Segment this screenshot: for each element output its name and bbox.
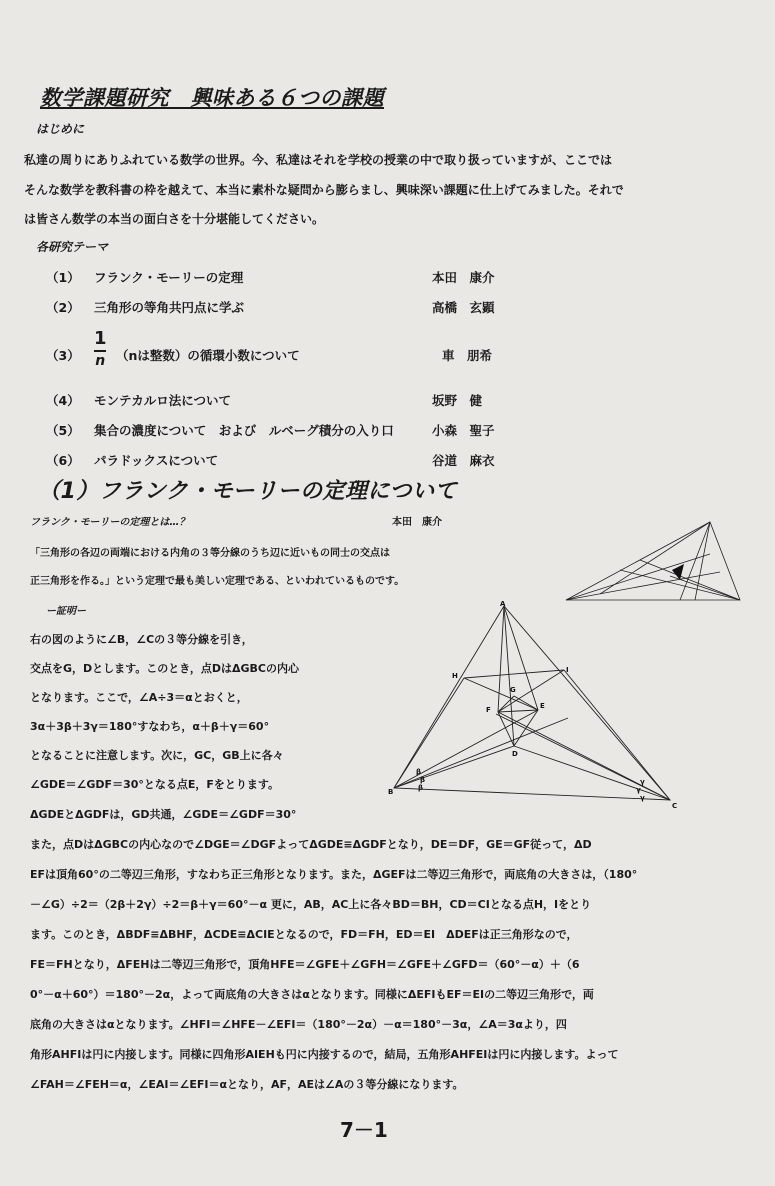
morley-proof-diagram	[388, 598, 688, 810]
theme-title-6: パラドックスについて	[94, 453, 219, 468]
theorem-line-1: 「三角形の各辺の両端における内角の３等分線のうち辺に近いもの同士の交点は	[30, 548, 390, 559]
theorem-line-2: 正三角形を作る。」という定理で最も美しい定理である、といわれているものです。	[30, 576, 405, 587]
fraction-bar	[94, 350, 106, 352]
intro-line-1: 私達の周りにありふれている数学の世界。今、私達はそれを学校の授業の中で取り扱っていますが、ここでは	[24, 153, 613, 167]
angle-gamma-2: γ	[636, 786, 641, 794]
fraction-one-over-n	[94, 330, 107, 368]
proof-line-3: となります。ここで，∠A÷3＝αとおくと，	[30, 691, 248, 704]
body-line-7: 底角の大きさはαとなります。∠HFI＝∠HFE－∠EFI＝（180°－2α）－α＝180°－3α，∠A＝3αより，四	[30, 1018, 567, 1031]
section-author: 本田 康介	[392, 517, 442, 528]
intro-heading: はじめに	[36, 122, 85, 136]
proof-line-4: 3α＋3β＋3γ＝180°すなわち，α＋β＋γ＝60°	[30, 720, 270, 733]
label-C: C	[672, 802, 678, 810]
theme-author-4: 坂野 健	[432, 393, 483, 408]
theme-num-2: （2）	[46, 300, 80, 315]
angle-beta-1: β	[416, 768, 422, 776]
theme-num-4: （4）	[46, 393, 80, 408]
small-outer-triangle	[566, 522, 740, 600]
section-title: （1）フランク・モーリーの定理について	[38, 479, 458, 504]
theme-title-4: モンテカルロ法について	[94, 393, 232, 408]
fraction-numerator: 1	[94, 328, 107, 349]
label-G: G	[510, 686, 516, 694]
theme-author-6: 谷道 麻衣	[432, 453, 495, 468]
theme-title-3: （nは整数）の循環小数について	[116, 348, 300, 363]
theme-num-5: （5）	[46, 423, 80, 438]
label-D: D	[512, 750, 518, 758]
proof-line-1: 右の図のように∠B，∠Cの３等分線を引き，	[30, 633, 253, 646]
body-line-8: 角形AHFIは円に内接します。同様に四角形AIEHも円に内接するので，結局，五角形AHFEIは円に内接します。よって	[30, 1048, 619, 1061]
label-E: E	[540, 702, 545, 710]
proof-line-7: ΔGDEとΔGDFは，GD共通，∠GDE＝∠GDF＝30°	[30, 808, 297, 821]
label-F: F	[486, 706, 491, 714]
page-number: 7－1	[340, 1118, 388, 1142]
intro-line-2: そんな数学を教科書の枠を越えて、本当に素朴な疑問から膨らまし、興味深い課題に仕上げてみました。それで	[24, 183, 624, 197]
theme-title-2: 三角形の等角共円点に学ぶ	[94, 300, 245, 315]
theme-title-1: フランク・モーリーの定理	[94, 270, 244, 285]
themes-heading: 各研究テーマ	[36, 240, 109, 254]
proof-heading: ー証明ー	[46, 606, 86, 617]
label-I: I	[566, 666, 569, 674]
body-line-6: 0°－α＋60°）＝180°－2α，よって両底角の大きさはαとなります。同様にΔEFIもEF＝EIの二等辺三角形で，両	[30, 988, 594, 1001]
proof-line-5: となることに注意します。次に，GC，GB上に各々	[30, 749, 284, 762]
theme-author-3: 車 朋希	[442, 348, 493, 363]
theme-author-1: 本田 康介	[432, 270, 495, 285]
label-H: H	[452, 672, 458, 680]
proof-line-2: 交点をG，Dとします。このとき，点DはΔGBCの内心	[30, 662, 299, 675]
document-title: 数学課題研究 興味ある６つの課題	[40, 86, 384, 110]
label-A: A	[500, 600, 506, 608]
intro-line-3: は皆さん数学の本当の面白さを十分堪能してください。	[24, 212, 325, 226]
theme-author-2: 高橋 玄顕	[432, 300, 495, 315]
theme-title-5: 集合の濃度について および ルベーグ積分の入り口	[94, 423, 394, 438]
angle-beta-3: β	[418, 784, 424, 792]
body-line-2: EFは頂角60°の二等辺三角形，すなわち正三角形となります。また，ΔGEFは二等辺三角形で，両底角の大きさは，（180°	[30, 868, 638, 881]
theme-num-1: （1）	[46, 270, 80, 285]
section-subtitle: フランク・モーリーの定理とは…？	[30, 517, 190, 528]
theme-num-6: （6）	[46, 453, 80, 468]
label-B: B	[388, 788, 394, 796]
body-line-4: ます。このとき，ΔBDF≡ΔBHF，ΔCDE≡ΔCIEとなるので，FD＝FH，ED＝EI ΔDEFは正三角形なので，	[30, 928, 578, 941]
body-line-3: －∠G）÷2＝（2β＋2γ）÷2＝β＋γ＝60°－α 更に，AB，AC上に各々BD＝BH，CD＝CIとなる点H，Iをとり	[30, 898, 592, 911]
proof-line-6: ∠GDE＝∠GDF＝30°となる点E，Fをとります。	[30, 778, 280, 791]
angle-gamma-3: γ	[640, 794, 645, 802]
morley-small-figure	[560, 514, 760, 608]
theme-author-5: 小森 聖子	[432, 423, 495, 438]
theme-num-3: （3）	[46, 348, 80, 363]
fraction-denominator: n	[95, 353, 106, 369]
body-line-5: FE＝FHとなり，ΔFEHは二等辺三角形で，頂角HFE＝∠GFE＋∠GFH＝∠GFE＋∠GFD＝（60°－α）＋（6	[30, 958, 580, 971]
angle-beta-2: β	[420, 776, 426, 784]
angle-gamma-1: γ	[640, 778, 645, 786]
body-line-1: また，点DはΔGBCの内心なので∠DGE＝∠DGFよってΔGDE≡ΔGDFとなり，DE＝DF，GE＝GF従って，ΔD	[30, 838, 592, 851]
body-line-9: ∠FAH＝∠FEH＝α，∠EAI＝∠EFI＝αとなり，AF，AEは∠Aの３等分線になります。	[30, 1078, 464, 1091]
